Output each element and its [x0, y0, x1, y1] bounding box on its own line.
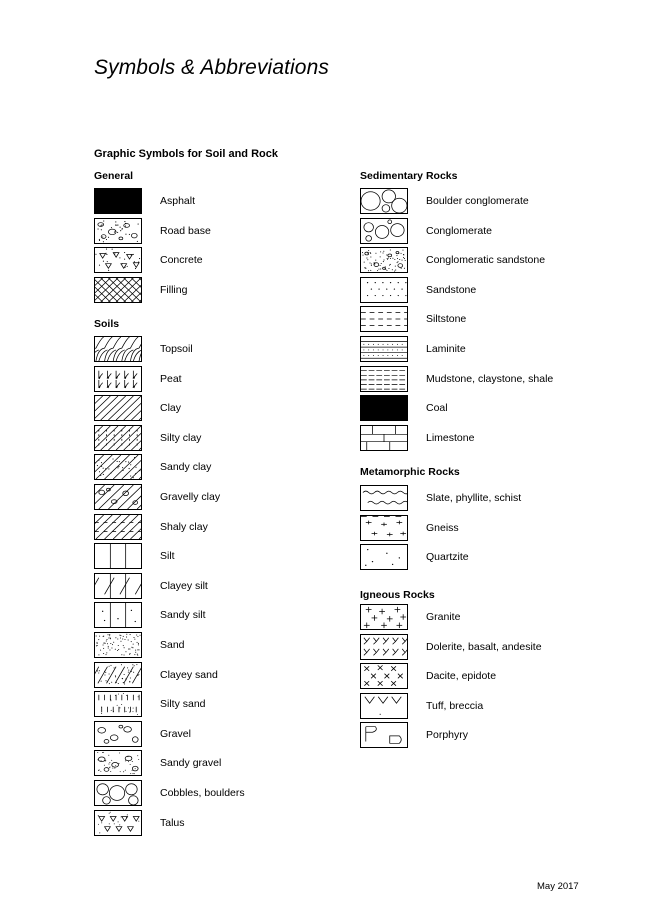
sandstone-pattern: [360, 277, 408, 303]
gneiss-pattern: [360, 515, 408, 541]
porphyry-pattern: [360, 722, 408, 748]
legend-item-sedimentary: [360, 277, 610, 303]
legend-label: Clayey sand: [160, 668, 218, 681]
legend-label: Boulder conglomerate: [426, 195, 529, 207]
sandy-clay-pattern: [94, 454, 142, 480]
legend-item-sedimentary: [360, 395, 610, 421]
legend-item-sedimentary: [360, 425, 610, 451]
legend-item-igneous: [360, 634, 610, 660]
gravelly-clay-pattern: [94, 484, 142, 510]
conglomeratic-sandstone-pattern: [360, 247, 408, 273]
legend-label: Talus: [160, 816, 185, 829]
legend-item-metamorphic: [360, 544, 610, 570]
sandy-gravel-pattern: [94, 750, 142, 776]
legend-label: Gravelly clay: [160, 491, 221, 503]
boulder-conglomerate-pattern: [360, 188, 408, 214]
legend-label: Peat: [160, 372, 182, 385]
gravel-pattern: [94, 721, 142, 747]
legend-label: Conglomerate: [426, 224, 492, 237]
limestone-pattern: [360, 425, 408, 451]
asphalt-pattern: [94, 188, 142, 214]
legend-label: Silty clay: [160, 431, 202, 444]
legend-item-general: [94, 188, 344, 214]
legend-label: Coal: [426, 402, 448, 415]
footer-date: May 2017: [537, 881, 579, 892]
cobbles-pattern: [94, 780, 142, 806]
legend-item-soils: [94, 425, 344, 451]
legend-item-igneous: [360, 693, 610, 719]
legend-label: Cobbles, boulders: [160, 787, 245, 799]
legend-item-igneous: [360, 663, 610, 689]
legend-label: Dacite, epidote: [426, 670, 497, 683]
sand-pattern: [94, 632, 142, 658]
silty-clay-pattern: [94, 425, 142, 451]
filling-pattern: [94, 277, 142, 303]
legend-label: Conglomeratic sandstone: [426, 254, 546, 267]
legend-label: Clayey silt: [160, 579, 208, 592]
legend-label: Gravel: [160, 727, 191, 740]
legend-label: Gneiss: [426, 521, 459, 534]
legend-label: Concrete: [160, 254, 203, 266]
laminite-pattern: [360, 336, 408, 362]
legend-label: Asphalt: [160, 195, 196, 207]
peat-pattern: [94, 366, 142, 392]
legend-label: Slate, phyllite, schist: [426, 492, 522, 504]
legend-label: Limestone: [426, 431, 475, 444]
legend-item-soils: [94, 514, 344, 540]
legend-label: Topsoil: [160, 343, 193, 355]
legend-item-soils: [94, 366, 344, 392]
talus-pattern: [94, 810, 142, 836]
tuff-pattern: [360, 693, 408, 719]
heading-sedimentary: Sedimentary Rocks: [360, 170, 458, 182]
legend-item-soils: [94, 484, 344, 510]
legend-label: Quartzite: [426, 551, 469, 564]
legend-label: Sandy silt: [160, 609, 206, 622]
legend-item-soils: [94, 395, 344, 421]
legend-label: Sandy clay: [160, 461, 212, 474]
legend-item-sedimentary: [360, 306, 610, 332]
legend-label: Clay: [160, 402, 182, 415]
heading-soils: Soils: [94, 318, 120, 330]
sandy-silt-pattern: [94, 602, 142, 628]
legend-item-igneous: [360, 722, 610, 748]
legend-label: Granite: [426, 611, 461, 623]
clayey-sand-pattern: [94, 662, 142, 688]
slate-pattern: [360, 485, 408, 511]
heading-metamorphic: Metamorphic Rocks: [360, 466, 460, 478]
clayey-silt-pattern: [94, 573, 142, 599]
legend-item-metamorphic: [360, 515, 610, 541]
legend-label: Sandstone: [426, 283, 477, 296]
legend-label: Dolerite, basalt, andesite: [426, 640, 542, 653]
legend-item-soils: [94, 750, 344, 776]
legend-item-soils: [94, 602, 344, 628]
legend-label: Sand: [160, 639, 185, 651]
shaly-clay-pattern: [94, 514, 142, 540]
legend-item-soils: [94, 543, 344, 569]
legend-label: Silt: [160, 550, 175, 563]
section-subtitle: Graphic Symbols for Soil and Rock: [94, 148, 278, 160]
legend-label: Mudstone, claystone, shale: [426, 372, 554, 385]
legend-item-soils: [94, 780, 344, 806]
legend-label: Filling: [160, 284, 188, 296]
legend-label: Road base: [160, 225, 211, 237]
legend-item-sedimentary: [360, 247, 610, 273]
legend-label: Shaly clay: [160, 520, 208, 533]
legend-label: Siltstone: [426, 313, 467, 326]
legend-item-soils: [94, 662, 344, 688]
legend-item-sedimentary: [360, 218, 610, 244]
legend-item-general: [94, 218, 344, 244]
quartzite-pattern: [360, 544, 408, 570]
heading-igneous: Igneous Rocks: [360, 589, 435, 601]
dacite-pattern: [360, 663, 408, 689]
dolerite-pattern: [360, 634, 408, 660]
legend-item-general: [94, 247, 344, 273]
legend-item-sedimentary: [360, 366, 610, 392]
legend-item-soils: [94, 632, 344, 658]
legend-label: Tuff, breccia: [426, 699, 484, 712]
legend-item-igneous: [360, 604, 610, 630]
silty-sand-pattern: [94, 691, 142, 717]
legend-label: Laminite: [426, 343, 466, 355]
legend-item-soils: [94, 721, 344, 747]
legend-item-soils: [94, 336, 344, 362]
road-base-pattern: [94, 218, 142, 244]
legend-label: Silty sand: [160, 698, 206, 711]
legend-item-soils: [94, 454, 344, 480]
legend-item-soils: [94, 573, 344, 599]
legend-label: Sandy gravel: [160, 757, 222, 770]
legend-item-general: [94, 277, 344, 303]
granite-pattern: [360, 604, 408, 630]
topsoil-pattern: [94, 336, 142, 362]
legend-item-soils: [94, 810, 344, 836]
page-title: Symbols & Abbreviations: [94, 56, 329, 79]
siltstone-pattern: [360, 306, 408, 332]
clay-pattern: [94, 395, 142, 421]
coal-pattern: [360, 395, 408, 421]
legend-item-metamorphic: [360, 485, 610, 511]
legend-item-soils: [94, 691, 344, 717]
heading-general: General: [94, 170, 134, 182]
mudstone-pattern: [360, 366, 408, 392]
legend-item-sedimentary: [360, 188, 610, 214]
legend-label: Porphyry: [426, 729, 469, 742]
legend-item-sedimentary: [360, 336, 610, 362]
concrete-pattern: [94, 247, 142, 273]
silt-pattern: [94, 543, 142, 569]
conglomerate-pattern: [360, 218, 408, 244]
